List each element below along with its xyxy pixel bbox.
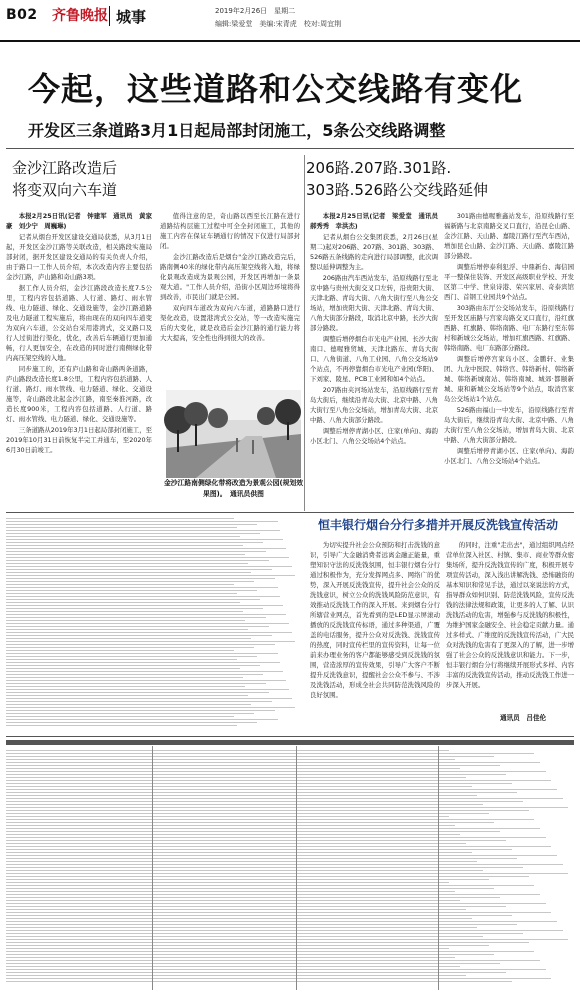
notice-text-line (6, 879, 489, 880)
notice-text-line (6, 933, 523, 934)
notice-text-line (6, 855, 557, 856)
notice-text-line (6, 801, 523, 802)
notice-text-line (6, 653, 278, 654)
masthead (0, 0, 580, 42)
notice-text-line (6, 632, 292, 633)
notice-text-line (6, 837, 546, 838)
notice-text-line (6, 584, 234, 585)
notice-text-line (6, 665, 260, 666)
notice-text-line (6, 945, 489, 946)
notice-text-line (6, 722, 257, 723)
notice-text-line (6, 686, 245, 687)
notice-text-line (6, 975, 466, 976)
notice-text-line (6, 924, 517, 925)
notice-text-line (6, 750, 449, 751)
notice-text-line (6, 647, 254, 648)
notice-text-line (6, 539, 283, 540)
left-para-4: 三条道路从2019年3月1日起局部封闭施工，至2019年10月31日前恢复半完工并通车，至2020年6月30日前竣工。 (6, 426, 152, 454)
notice-text-line (6, 641, 295, 642)
sub-headline: 开发区三条道路3月1日起局部封闭施工，5条公交线路调整 (28, 121, 446, 140)
bank-ad-col2 (446, 540, 574, 710)
notice-text-line (6, 683, 266, 684)
notice-text-line (6, 530, 280, 531)
notice-text-line (6, 620, 245, 621)
right-article-col1 (310, 211, 445, 507)
notice-text-line (6, 644, 275, 645)
notice-text-line (6, 542, 263, 543)
notice-text-line (6, 897, 500, 898)
notice-rule (6, 736, 574, 737)
left-byline: 本报2月25日讯(记者 钟建军 通讯员 黄家豪 刘少宁 周巍琳) (6, 212, 152, 230)
left-para-3: 同步施工的，还有庐山路和奇山路两条道路，庐山路段改造长度1.8公里，工程内容包括道路、人行道、路灯、雨水管线、电力隧道、绿化、交通设施等，奇山路段北起金沙江路，南至秦淮河路，改造长度900米，工程内容包括道路、人行道、路灯、雨水管线、电力隧道、绿化、交通设施等。 (6, 365, 152, 423)
notice-text-line (6, 822, 494, 823)
section-rule (6, 512, 574, 513)
notice-text-line (6, 948, 449, 949)
left-para-1: 记者从烟台开发区建设交通局获悉，从3月1日起，开发区金沙江路等关联改造，相关路段实施局部封闭，据开发区建设交通局的有关负责人介绍，由于路口一工作人员介绍，本次改造内容主要包括金沙江路，庐山路和奇山路3项。 (6, 233, 152, 281)
right-para-5: 调整后增停青湖小区、庄家(单向)、海韵小区北门、八角公交场站4个站点。 (310, 427, 438, 445)
notice-text-line (6, 771, 546, 772)
notice-text-line (6, 780, 551, 781)
notice-text-line (6, 659, 237, 660)
notice-text-line (6, 807, 568, 808)
notice-text-line (6, 891, 455, 892)
notice-divider-2 (296, 746, 297, 990)
right-para-3: 调整后增停烟台市光电产业园、长沙大街南口、德喔雅贸城、天津北路东、青岛大街口、八角街道、八角工业园、八角公交场站9个站点，不再停靠烟台市光电产业园(华阳)、下刘家、陵星、PCB工业园和如4个站点。 (310, 335, 438, 383)
notice-text-line (6, 536, 240, 537)
notice-text-line (6, 623, 289, 624)
left-para-6: 金沙江路改造后是烟台"金沙江路改造完后，路南侧40米的绿化带内高压架空线将入地，将绿化景观改造成为景观公园，开发区再增加一条景观大道。"工作人员介绍，沿街小区周边环境将得到改善，市民出门就是公园。 (160, 253, 300, 301)
notice-text-line (6, 656, 257, 657)
notice-text-line (6, 698, 292, 699)
notice-text-line (6, 774, 506, 775)
notice-text-line (6, 545, 243, 546)
notice-text-line (6, 858, 517, 859)
notice-text-line (6, 978, 551, 979)
notice-text-line (6, 626, 269, 627)
notice-text-line (6, 587, 278, 588)
column-divider (304, 155, 305, 511)
right-article-col2 (444, 211, 574, 507)
park-rendering-photo (166, 390, 301, 478)
notice-text-line (6, 611, 243, 612)
notice-text-line (6, 572, 251, 573)
notice-text-line (6, 602, 240, 603)
notice-text-line (6, 518, 234, 519)
left-title-line2: 将变双向六车道 (12, 181, 118, 199)
bank-ad-signature: 通讯员 吕佳伦 (500, 714, 547, 722)
notice-text-line (6, 557, 289, 558)
notice-text-line (6, 828, 540, 829)
notice-text-line (6, 903, 546, 904)
notice-text-line (6, 674, 263, 675)
bank-ad-text-2: 的同时，注重"走出去"，通过组织网点经营单位深入社区、村镇、集市、商业等群众密集场所，提升反洗钱宣传的广度，积极开展专项宣传活动，深入浅出讲解洗钱、恐怖融资的基本知识和常见手法，通过以案说法的方式，指导群众如何识别、防范洗钱风险，宣传反洗钱的法律法规和政策，让更多的人了解、认识洗钱活动的危害，增强参与反洗钱的积极性，为维护国家金融安全、社会稳定贡献力量。通过多样式、广维度的反洗钱宣传活动，广大民众对洗钱的危害有了更深入的了解，进一步增强了社会公众的反洗钱意识和能力。下一步，恒丰银行烟台分行将继续开展形式多样、内容丰富的反洗钱宣传活动，推动反洗钱工作进一步深入开展。 (446, 541, 574, 689)
right-para-9: 调整后增停宫家岛小区、金鹏轩、业集团、九龙中医院、韩络宫、韩络新村、韩络新城、韩络新城南站、韩络南城、城郊·都颐新城、康和新城公交场站等9个站点，取消宫家岛公交场站1个站点。 (444, 355, 574, 403)
notice-text-line (6, 695, 248, 696)
notice-text-line (6, 533, 260, 534)
notice-text-line (6, 527, 237, 528)
right-byline: 本报2月25日讯(记者 梁爱堂 通讯员 郝秀秀 幸洪杰) (310, 212, 445, 230)
notice-text-line (6, 885, 534, 886)
notice-text-line (6, 569, 272, 570)
notice-text-line (6, 813, 489, 814)
notice-text-line (6, 834, 460, 835)
notice-text-line (6, 906, 506, 907)
notices-block-lower (6, 750, 574, 990)
notice-text-line (6, 759, 455, 760)
notice-text-line (6, 581, 254, 582)
notice-text-line (6, 789, 557, 790)
notice-text-line (6, 804, 483, 805)
notice-text-line (6, 912, 551, 913)
notice-text-line (6, 870, 483, 871)
notice-text-line (6, 704, 251, 705)
notice-text-line (6, 861, 477, 862)
headline-rule (6, 148, 574, 149)
notice-text-line (6, 846, 551, 847)
notice-text-line (6, 554, 245, 555)
notice-text-line (6, 819, 534, 820)
notice-text-line (6, 852, 472, 853)
notice-text-line (6, 876, 529, 877)
notice-text-line (6, 783, 512, 784)
notice-text-line (6, 768, 460, 769)
notice-text-line (6, 677, 243, 678)
notice-text-line (6, 635, 272, 636)
notice-text-line (6, 575, 295, 576)
notice-text-line (6, 888, 494, 889)
notice-text-line (6, 840, 506, 841)
left-para-2: 据工作人员介绍，金沙江路段改造长度7.5公里，工程内容包括道路、人行道、路灯、雨水管线、电力隧道、绿化、交通设施等，金沙江路道路及电力隧道工程实施后，将由现在的双向四车道变为双向六车道，公交站台采用港湾式，交叉路口及行人过街进行渠化，优化，改善后车辆通行更加通畅，行人更加安全，在改造的同时进行南侧绿化带内高压架空线的入地。 (6, 284, 152, 362)
notice-text-line (6, 617, 266, 618)
right-title-line1: 206路.207路.301路. (306, 159, 452, 177)
bank-ad-text-1: 为切实提升社会公众预防和打击洗钱的意识，引导广大金融消费者远离金融正能量，重塑知识守法的反洗钱氛围，恒丰银行烟台分行通过积极作为，充分发挥网点多、网络广的优势，深入开展反洗钱宣传，提升社会公众的反洗钱意识，树立公众的洗钱风险防范意识，有效推动反洗钱工作的深入开展。来到烟台分行所辖营业网点，首先看到的是LED显示屏滚动播放的反洗钱宣传标语，通过多种渠道，广覆盖的电话服务，提升公众对反洗钱、洗钱宣传的热度，同时宣传栏里的宣传资料，让每一位前来办理业务的客户都能够感受到反洗钱的氛围，营造浓厚的宣传效果，引导广大客户不断提升反洗钱意识，提醒社会公众不参与、不涉及洗钱活动，形成全社会共同防范洗钱风险的良好氛围。 (310, 541, 440, 699)
notice-text-line (6, 707, 295, 708)
right-para-4: 207路由夹河场站发车，沿原线路行至青岛大街后，继续沿青岛大街、北京中路、八角大街行至八角公交场站，增加青岛大街、北京中路、八角大街部分路段。 (310, 386, 438, 424)
notice-text-line (6, 942, 529, 943)
notice-text-line (6, 792, 517, 793)
notice-text-line (6, 560, 269, 561)
notice-text-line (6, 816, 449, 817)
notice-text-line (6, 966, 460, 967)
notice-text-line (6, 563, 248, 564)
notice-text-line (6, 936, 483, 937)
notice-text-line (6, 972, 506, 973)
notice-text-line (6, 521, 278, 522)
notice-text-line (6, 566, 292, 567)
notice-text-line (6, 882, 449, 883)
notice-text-line (6, 710, 275, 711)
notice-text-line (6, 680, 286, 681)
notice-text-line (6, 900, 460, 901)
notice-text-line (6, 608, 263, 609)
notice-text-line (6, 825, 455, 826)
notice-text-line (6, 548, 286, 549)
notice-text-line (6, 963, 500, 964)
notice-text-line (6, 951, 534, 952)
notice-divider-3 (438, 746, 439, 990)
notice-text-line (6, 662, 280, 663)
right-para-2: 206路由汽车西站发车，沿原线路行至北京中路与贵州大街交叉口左转，沿贵阳大街、天津北路、青岛大街、八角大街行至八角公交场站，增加贵阳大街、天津北路、青岛大街、八角大街部分路段，取消北京中路，长沙大街部分路段。 (310, 274, 438, 332)
left-article-col2 (160, 211, 300, 387)
right-para-10: 526路由福山一中发车，沿原线路行至青岛大街后，继续沿青岛大街、北京中路、八角大街行至八角公交场站，增加青岛大街、北京中路、八角大街部分路段。 (444, 406, 574, 444)
notice-header-bar (6, 740, 574, 745)
notice-text-line (6, 692, 269, 693)
notice-text-line (6, 960, 540, 961)
notice-text-line (6, 798, 563, 799)
notice-text-line (6, 873, 568, 874)
notice-text-line (6, 939, 568, 940)
notice-text-line (6, 713, 254, 714)
right-para-7: 调整后增停泰利犯浮、中鼎新台、海信园平一整保住装饰、开发区高级职业学校、开发区第二中学、世泉诗港、荣兴家居、奇泰宾馆西门、首钢工业园共9个站点。 (444, 263, 574, 301)
notice-text-line (6, 930, 563, 931)
notice-text-line (6, 843, 466, 844)
notice-text-line (6, 668, 240, 669)
notice-text-line (6, 578, 275, 579)
right-para-11: 调整后增停青湖小区、庄家(单向)、海韵小区北门、八角公交场站4个站点。 (444, 447, 574, 465)
notice-text-line (6, 756, 494, 757)
notice-text-line (6, 969, 546, 970)
notice-text-line (6, 593, 237, 594)
right-title-line2: 303路.526路公交线路延伸 (306, 181, 489, 199)
notice-text-line (6, 701, 272, 702)
notice-text-line (6, 671, 283, 672)
notice-text-line (6, 551, 266, 552)
notice-text-line (6, 629, 248, 630)
notice-divider-1 (152, 746, 153, 990)
notice-text-line (6, 864, 563, 865)
notice-text-line (6, 638, 251, 639)
right-article-title (306, 157, 488, 201)
notice-text-line (6, 921, 557, 922)
page-number: B02 (6, 7, 38, 23)
notice-text-line (6, 909, 466, 910)
notice-text-line (6, 981, 512, 982)
right-para-8: 303路由东厅公交场站发车，沿原线路行至开发区庙路与宫家岛路交叉口直行，沿红旗西路、红旗路、韩络南路、电厂东路行至东韩村和新城公交场站，增加红旗西路、红旗路、韩络南路、电厂东路部分路段。 (444, 304, 574, 352)
notice-text-line (6, 810, 529, 811)
notice-text-line (6, 915, 512, 916)
newspaper-logo: 齐鲁晚报 (52, 8, 108, 24)
notice-text-line (6, 765, 500, 766)
notice-text-line (6, 753, 534, 754)
notice-text-line (6, 725, 237, 726)
left-para-5: 值得注意的是，奇山路以西至长江路在进行道路结构层施工过程中可全全封闭施工，其他的施工内容在保证车辆通行的情况下仅进行局部封闭。 (160, 212, 300, 250)
issue-date: 2019年2月26日 星期二 (215, 7, 296, 15)
notice-text-line (6, 777, 466, 778)
notice-text-line (6, 954, 494, 955)
editor-credits: 编辑:梁爱堂 美编:宋青虎 校对:周宜荆 (215, 20, 342, 28)
left-title-line1: 金沙江路改造后 (12, 159, 118, 177)
notice-text-line (6, 716, 234, 717)
notice-text-line (6, 957, 455, 958)
notice-text-line (6, 650, 234, 651)
bank-ad-col1 (310, 540, 440, 710)
notice-text-line (6, 894, 540, 895)
bank-ad-title: 恒丰银行烟台分行多措并开展反洗钱宣传活动 (318, 518, 559, 532)
right-para-6: 301路由德喔雅鑫站发车，沿原线路行至福新路与北京南路交叉口直行，沿昆仑山路、金沙江路、天山路、嘉陵江路行至汽车西站，增加昆仑山路、金沙江路、天山路、嘉陵江路部分路段。 (444, 212, 574, 260)
notice-text-line (6, 689, 289, 690)
section-name: 城事 (116, 8, 147, 26)
notice-text-line (6, 927, 477, 928)
notice-text-line (6, 849, 512, 850)
notices-block-upper (6, 518, 298, 734)
left-article-col1 (6, 211, 152, 507)
notice-text-line (6, 867, 523, 868)
main-headline: 今起，这些道路和公交线路有变化 (28, 70, 524, 108)
notice-text-line (6, 605, 283, 606)
right-para-1: 记者从烟台公交集团获悉，2月26日(星期二)起对206路、207路、301路、303路、526路五条线路的走向进行局部调整，此次调整以延伸调整为主。 (310, 233, 438, 271)
notice-text-line (6, 762, 540, 763)
notice-text-line (6, 786, 472, 787)
photo-caption: 金沙江路南侧绿化带将改造为景观公园(规划效果图)。 通讯员供图 (163, 479, 304, 498)
left-para-7: 双向四车道改为双向六车道，道路路口进行渠化改造，设置港湾式公交站，等一改造实施完后的大变化，就是改造后金沙江路的通行能力将大大提高，安全性也得到很大的改善。 (160, 304, 300, 342)
left-article-title (12, 157, 117, 201)
notice-text-line (6, 596, 280, 597)
notice-text-line (6, 524, 257, 525)
notice-text-line (6, 831, 500, 832)
masthead-divider (109, 6, 110, 26)
notice-text-line (6, 918, 472, 919)
notice-text-line (6, 599, 260, 600)
park-rendering-image (166, 390, 301, 478)
notice-text-line (6, 719, 278, 720)
notice-text-line (6, 795, 477, 796)
notice-text-line (6, 590, 257, 591)
notice-text-line (6, 614, 286, 615)
